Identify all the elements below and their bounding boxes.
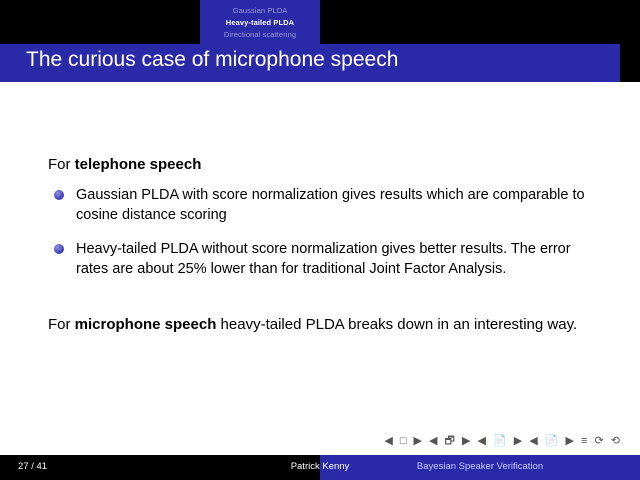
slide-title: The curious case of microphone speech: [26, 48, 399, 71]
nav-item-heavy-tailed-plda[interactable]: Heavy-tailed PLDA: [225, 17, 295, 27]
topbar-right-block: [320, 0, 640, 44]
closing-text-end: heavy-tailed PLDA breaks down in an interesting way.: [216, 316, 578, 333]
topbar-left-block: [0, 0, 200, 44]
top-navigation-bar: [0, 0, 640, 44]
closing-paragraph: [48, 315, 593, 335]
bullet-dot-icon: [54, 190, 64, 200]
intro-text: For: [48, 156, 75, 173]
bullet-dot-icon: [54, 244, 64, 254]
page-number: 27 / 41: [18, 461, 48, 472]
nav-item-gaussian-plda[interactable]: Gaussian PLDA: [232, 5, 288, 15]
list-item-text: Gaussian PLDA with score normalization gives results which are comparable to cosine distance scoring: [76, 187, 585, 223]
nav-item-directional-scattering[interactable]: Directional scattering: [223, 29, 297, 39]
bullet-list: [48, 185, 598, 293]
footer-talk-title: Bayesian Speaker Verification: [416, 461, 544, 472]
navigation-arrows[interactable]: ◀ □ ▶ ◀ 🗗 ▶ ◀ 📄 ▶ ◀ 📄 ▶ ≡ ⟳ ⟲: [384, 435, 622, 447]
list-item: [48, 239, 598, 279]
section-navigation: [200, 0, 320, 44]
intro-emphasis: telephone speech: [74, 156, 202, 173]
footer-author: Patrick Kenny: [290, 461, 350, 472]
closing-text-start: For: [48, 316, 75, 333]
closing-emphasis: microphone speech: [74, 316, 217, 333]
slide-navigation-controls[interactable]: [384, 432, 622, 451]
intro-paragraph: [48, 155, 588, 175]
list-item: [48, 185, 598, 225]
list-item-text: Heavy-tailed PLDA without score normalization gives better results. The error rates are about 25% lower than for traditional Joint Factor Analysis.: [76, 241, 571, 277]
